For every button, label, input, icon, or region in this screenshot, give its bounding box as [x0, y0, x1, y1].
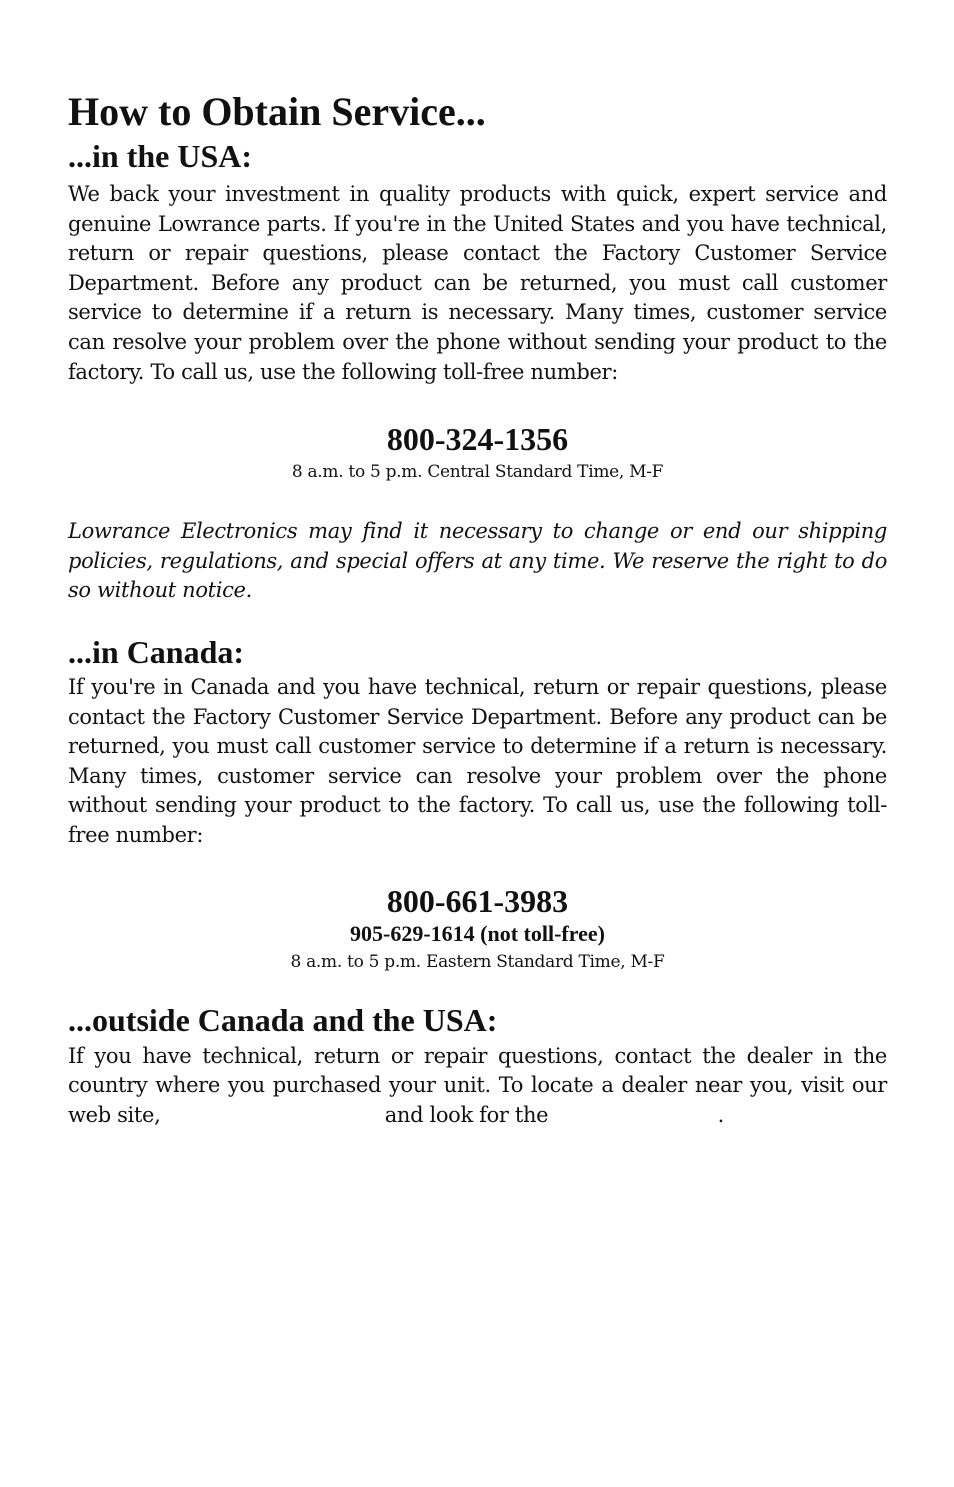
outside-paragraph — [68, 1042, 887, 1131]
canada-hours: 8 a.m. to 5 p.m. Eastern Standard Time, M-F — [290, 951, 665, 972]
outside-text-mid: and look for the — [384, 1102, 549, 1127]
usa-heading: ...in the USA: — [68, 138, 253, 174]
canada-contact — [68, 882, 887, 976]
service-page — [68, 88, 887, 1130]
canada-heading: ...in Canada: — [68, 633, 245, 670]
policy-notice: Lowrance Electronics may find it necessary to change or end our shipping policies, regulations, and special offers at any time. We reserve the right to do so without notice. — [68, 519, 887, 603]
canada-alt-phone-number: 905-629-1614 (not toll-free) — [350, 920, 605, 946]
usa-hours: 8 a.m. to 5 p.m. Central Standard Time, M-F — [291, 462, 664, 483]
page-title: How to Obtain Service... — [68, 89, 486, 134]
outside-heading: ...outside Canada and the USA: — [68, 1001, 498, 1038]
usa-phone-number: 800-324-1356 — [386, 421, 569, 458]
outside-text-end: . — [717, 1102, 724, 1127]
canada-phone-number: 800-661-3983 — [386, 882, 569, 919]
outside-text-start: If you have technical, return or repair questions, contact the dealer in the country where you purchased your unit. To locate a dealer near you, visit our web site, — [68, 1043, 887, 1127]
usa-contact — [68, 420, 887, 486]
canada-paragraph: If you're in Canada and you have technical, return or repair questions, please contact the Factory Customer Service Department. Before any product can be returned, you must call customer service to determine if a return is necessary. Many times, customer service can resolve your problem over the phone without sending your product to the factory. To call us, use the following toll-free number: — [68, 674, 887, 847]
usa-paragraph: We back your investment in quality products with quick, expert service and genuine Lowrance parts. If you're in the United States and you have technical, return or repair questions, please contact the Factory Customer Service Department. Before any product can be returned, you must call customer service to determine if a return is necessary. Many times, customer service can resolve your problem over the phone without sending your product to the factory. To call us, use the following toll-free number: — [68, 182, 887, 384]
